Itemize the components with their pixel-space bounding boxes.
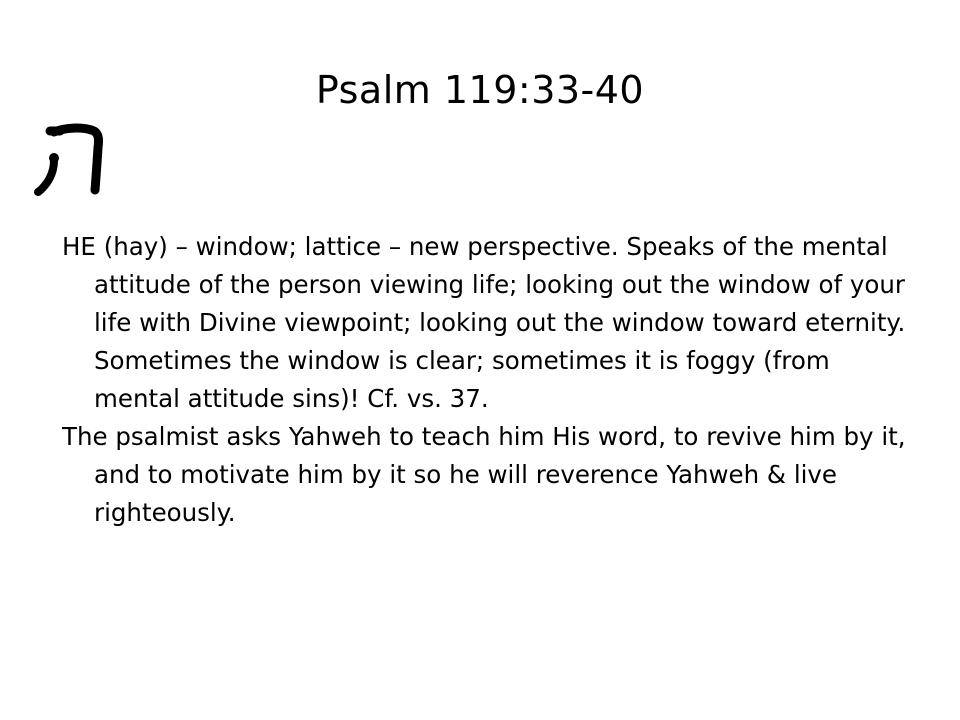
paragraph-psalmist-summary: The psalmist asks Yahweh to teach him His word, to revive him by it, and to motivate him by it so he will reverence Yahweh & live righteously. — [62, 422, 906, 527]
slide-title: Psalm 119:33-40 — [315, 68, 645, 112]
paragraph-he-meaning: HE (hay) – window; lattice – new perspective. Speaks of the mental attitude of the person viewing life; looking out the window of your life with Divine viewpoint; looking out the window toward eternity. Sometimes the window is clear; sometimes it is foggy (from mental attitude sins)! Cf. vs. 37. — [62, 232, 906, 413]
body-text — [62, 228, 912, 532]
hebrew-letter-he-icon — [32, 118, 112, 208]
